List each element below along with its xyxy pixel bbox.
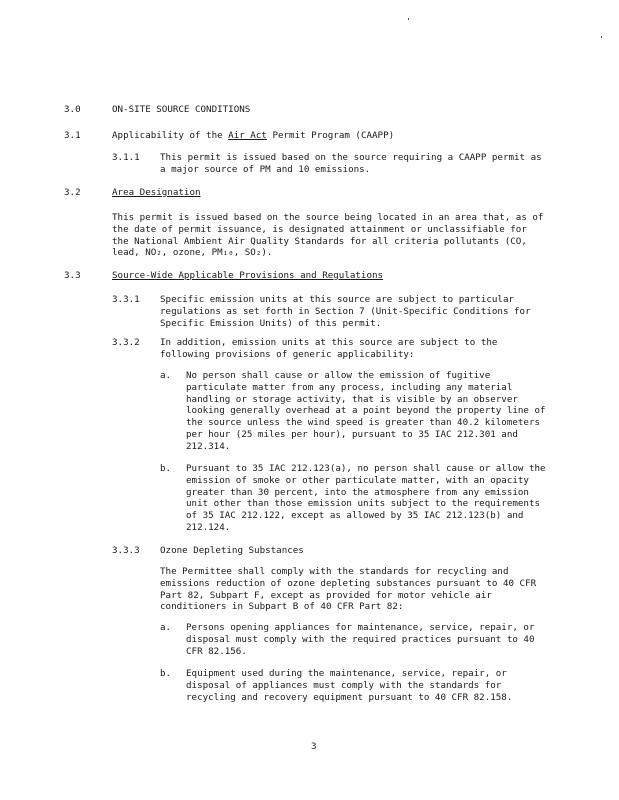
section-number: 3.3 [64, 270, 81, 281]
sub-item-letter: a. [160, 622, 172, 633]
page-number: 3 [311, 741, 317, 752]
item-number: 3.1.1 [112, 152, 140, 163]
sub-item-letter: a. [160, 370, 172, 381]
scan-speck [408, 18, 409, 20]
section-heading: ON-SITE SOURCE CONDITIONS [112, 104, 251, 115]
item-number: 3.3.2 [112, 337, 140, 348]
section-heading: Area Designation [112, 187, 201, 198]
section-heading [112, 130, 394, 142]
item-text: This permit is issued based on the source requiring a CAAPP permit as a major source of PM and 10 emissions. [160, 152, 548, 175]
item-heading: Ozone Depleting Substances [160, 545, 304, 556]
item-number: 3.3.3 [112, 545, 140, 556]
item-number: 3.3.1 [112, 294, 140, 305]
sub-item-letter: b. [160, 668, 172, 679]
section-heading: Source-Wide Applicable Provisions and Regulations [112, 270, 384, 281]
paragraph: This permit is issued based on the source being located in an area that, as of the date of permit issuance, is designated attainment or unclassifiable for the National Ambient Air Quality Standards for all criteria pollutants (CO, lead, NO₂, ozone, PM₁₀, SO₂). [112, 212, 549, 259]
item-text: Specific emission units at this source are subject to particular regulations as set forth in Section 7 (Unit-Specific Conditions for Specific Emission Units) of this permit. [160, 294, 537, 329]
sub-item-text: Persons opening appliances for maintenance, service, repair, or disposal must comply with the required practices pursuant to 40 CFR 82.156. [186, 622, 541, 657]
sub-item-text: No person shall cause or allow the emission of fugitive particulate matter from any process, including any material handling or storage activity, that is visible by an observer looking generally overhead at a point beyond the property line of the source unless the wind speed is greater than 40.2 kilometers per hour (25 miles per hour), pursuant to 35 IAC 212.301 and 212.314. [186, 370, 552, 452]
heading-underlined: Air Act [228, 130, 267, 141]
item-text: The Permittee shall comply with the standards for recycling and emissions reduction of ozone depleting substances pursuant to 40 CFR Part 82, Subpart F, except as provided for motor vehicle air conditioners in Subpart B of 40 CFR Part 82: [160, 566, 542, 613]
sub-item-letter: b. [160, 463, 172, 474]
section-number: 3.2 [64, 187, 81, 198]
section-number: 3.0 [64, 104, 81, 115]
sub-item-text: Pursuant to 35 IAC 212.123(a), no person shall cause or allow the emission of smoke or other particulate matter, with an opacity greater than 30 percent, into the atmosphere from any emission unit other than those emission units subject to the requirements of 35 IAC 212.122, except as allowed by 35 IAC 212.123(b) and 212.124. [186, 463, 552, 533]
scan-speck [601, 36, 602, 38]
sub-item-text: Equipment used during the maintenance, service, repair, or disposal of appliances must comply with the standards for recycling and recovery equipment pursuant to 40 CFR 82.158. [186, 668, 513, 703]
section-number: 3.1 [64, 130, 81, 141]
heading-prefix: Applicability of the [112, 130, 229, 141]
heading-suffix: Permit Program (CAAPP) [266, 130, 395, 141]
item-text: In addition, emission units at this source are subject to the following provisions of generic applicability: [160, 337, 503, 360]
